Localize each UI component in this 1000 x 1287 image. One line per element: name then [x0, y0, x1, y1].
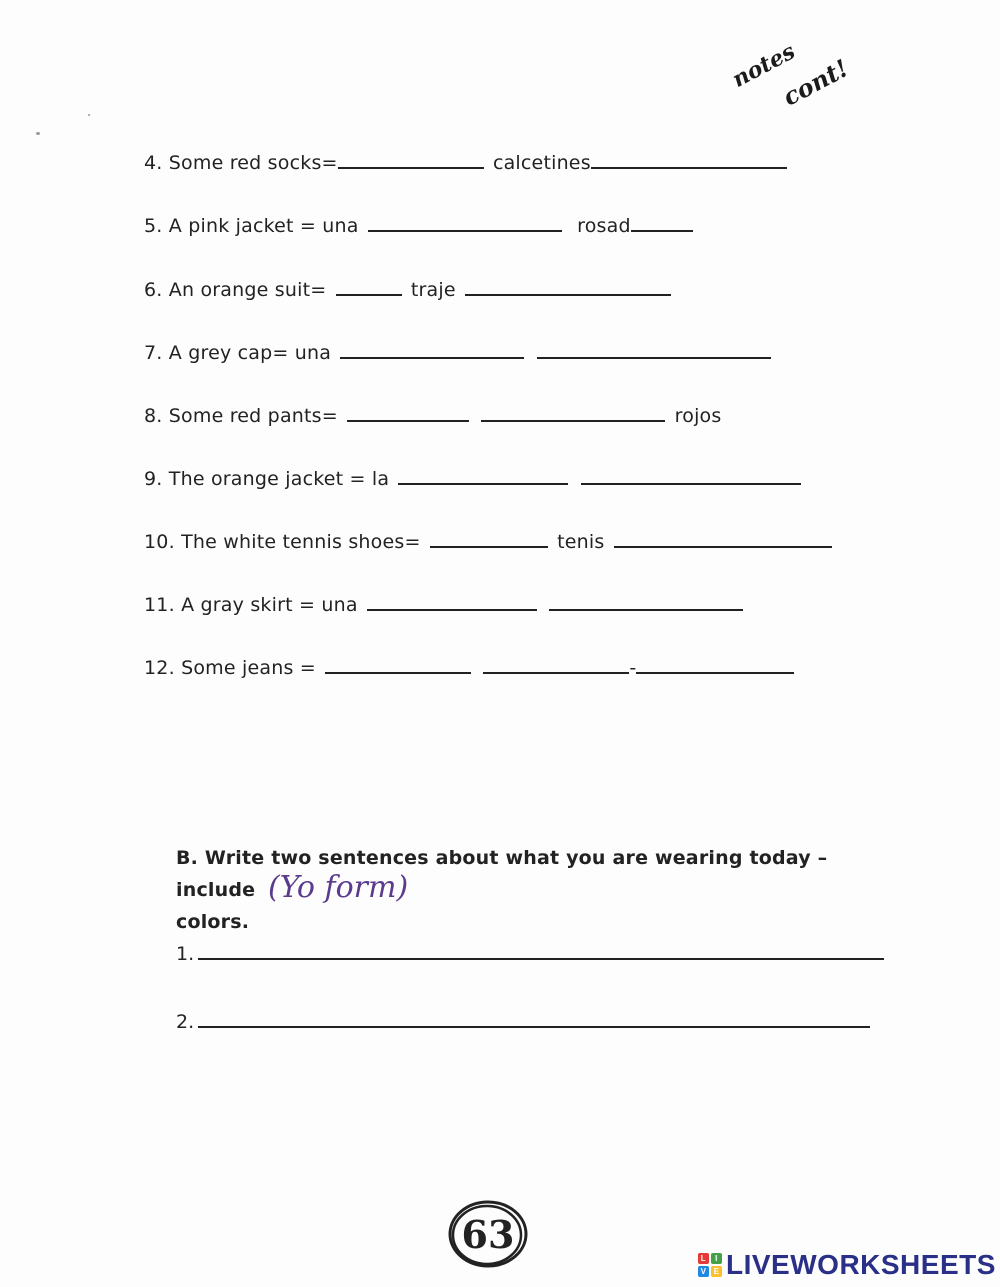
question-item-12 — [144, 653, 797, 683]
item-text: Some jeans = — [181, 657, 316, 679]
question-item-7 — [144, 338, 774, 368]
answer-blank[interactable] — [481, 402, 665, 422]
note-line-1: notes — [728, 38, 800, 93]
scan-speck — [88, 114, 90, 116]
answer-blank[interactable] — [325, 654, 471, 674]
answer-row-1 — [176, 940, 884, 965]
item-text: rojos — [674, 405, 722, 427]
answer-blank[interactable] — [430, 528, 548, 548]
item-number: 11. — [144, 594, 175, 616]
section-b-prompt-line-2: colors. — [176, 911, 250, 933]
logo-letter: I — [711, 1253, 722, 1264]
item-number: 12. — [144, 657, 175, 679]
item-text: A pink jacket = una — [168, 215, 359, 237]
answer-blank[interactable] — [537, 339, 771, 359]
answer-row-2 — [176, 1008, 870, 1033]
item-number: 8. — [144, 405, 163, 427]
item-text: calcetines — [492, 152, 591, 174]
item-text: rosad — [577, 215, 631, 237]
handwritten-note — [724, 38, 854, 144]
answer-blank[interactable] — [614, 528, 832, 548]
liveworksheets-brand[interactable] — [698, 1250, 996, 1280]
item-number: 10. — [144, 531, 175, 553]
answer-label: 1. — [176, 943, 195, 965]
logo-letter: L — [698, 1253, 709, 1264]
item-number: 9. — [144, 468, 163, 490]
item-text: A grey cap= una — [168, 342, 332, 364]
answer-label: 2. — [176, 1011, 195, 1033]
answer-blank[interactable] — [336, 276, 402, 296]
question-item-6 — [144, 275, 674, 305]
question-item-10 — [144, 527, 835, 557]
sentence-answer-line[interactable] — [198, 940, 884, 960]
item-number: 7. — [144, 342, 163, 364]
answer-blank[interactable] — [340, 339, 524, 359]
answer-blank[interactable] — [636, 654, 794, 674]
answer-blank[interactable] — [338, 149, 484, 169]
item-text: The orange jacket = la — [168, 468, 390, 490]
item-text: An orange suit= — [168, 279, 327, 301]
question-item-9 — [144, 464, 804, 494]
section-b-prompt-line-1: B. Write two sentences about what you are wearing today – include — [176, 847, 828, 901]
item-text: traje — [410, 279, 456, 301]
item-text: The white tennis shoes= — [181, 531, 421, 553]
logo-letter: V — [698, 1266, 709, 1277]
scan-speck — [36, 132, 40, 135]
answer-blank[interactable] — [591, 149, 787, 169]
item-text: tenis — [557, 531, 605, 553]
item-text: Some red socks= — [168, 152, 338, 174]
answer-blank[interactable] — [465, 276, 671, 296]
liveworksheets-logo-icon — [698, 1253, 722, 1277]
circle-scribble-icon — [446, 1198, 530, 1270]
item-number: 5. — [144, 215, 163, 237]
page-number-text: 63 — [461, 1212, 515, 1257]
item-number: 6. — [144, 279, 163, 301]
answer-blank[interactable] — [483, 654, 629, 674]
question-item-11 — [144, 590, 746, 620]
answer-blank[interactable] — [368, 212, 562, 232]
handwritten-hint: (Yo form) — [268, 870, 409, 905]
sentence-answer-line[interactable] — [198, 1008, 870, 1028]
page-number — [446, 1198, 530, 1270]
answer-blank[interactable] — [367, 591, 537, 611]
item-text: Some red pants= — [168, 405, 338, 427]
hyphen: - — [629, 657, 637, 679]
logo-letter: E — [711, 1266, 722, 1277]
question-item-5 — [144, 211, 696, 241]
answer-blank[interactable] — [581, 465, 801, 485]
item-number: 4. — [144, 152, 163, 174]
item-text: A gray skirt = una — [181, 594, 358, 616]
answer-blank[interactable] — [398, 465, 568, 485]
question-item-4 — [144, 148, 790, 178]
question-item-8 — [144, 401, 721, 431]
answer-blank[interactable] — [347, 402, 469, 422]
answer-blank[interactable] — [549, 591, 743, 611]
note-line-2: cont! — [778, 53, 854, 112]
answer-blank[interactable] — [631, 212, 693, 232]
brand-name: LIVEWORKSHEETS — [726, 1249, 996, 1280]
